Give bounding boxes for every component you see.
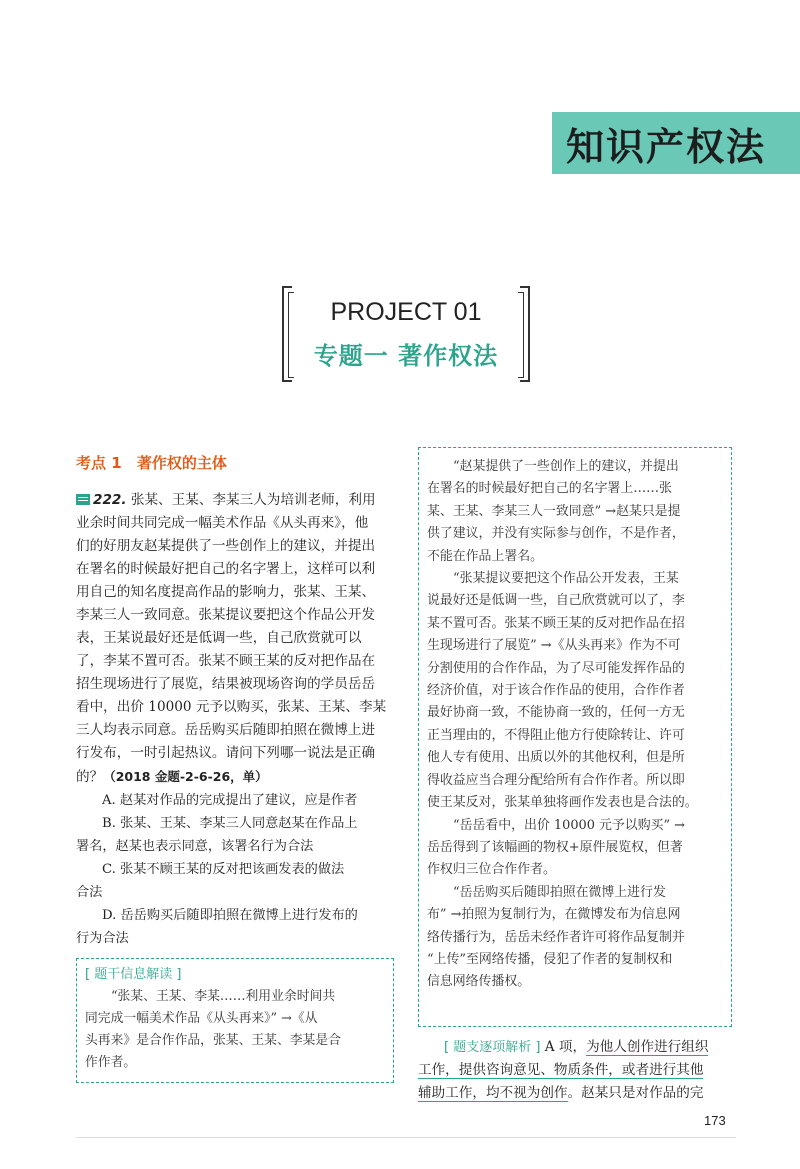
stem-info-line: 作作者。 [85,1055,137,1070]
analysis-key-text: 为他人创作进行组织 [586,1039,709,1055]
explanation-line: 最好协商一致，不能协商一致的，任何一方无 [427,705,685,721]
explanation-line: 某、王某、李某三人一致同意” →赵某只是提 [427,503,681,519]
option-a: A. 赵某对作品的完成提出了建议，应是作者 [102,793,358,808]
question-list-icon [76,494,90,505]
explanation-line: 不能在作品上署名。 [427,548,544,564]
explanation-line: 信息网络传播权。 [427,974,531,990]
explanation-line: “上传”至网络传播，侵犯了作者的复制权和 [427,951,673,967]
explanation-line: 某不置可否。张某不顾王某的反对把作品在招 [427,615,685,631]
explanation-line: 正当理由的，不得阻止他方行使除转让、许可 [427,727,685,743]
question-line: 招生现场进行了展览，结果被现场咨询的学员岳岳 [76,676,376,692]
explanation-line: 供了建议，并没有实际参与创作，不是作者， [427,526,685,542]
question-line: 业余时间共同完成一幅美术作品《从头再来》，他 [76,515,369,531]
stem-info-box [76,958,394,1083]
question-text: 张某、王某、李某三人为培训老师，利用 [126,492,376,508]
analysis-text: 。赵某只是对作品的完 [567,1085,704,1101]
analysis-tag: [ 题支逐项解析 ] [444,1040,541,1055]
explanation-line: 得收益应当合理分配给所有合作作者。所以即 [427,772,685,788]
question-source: （2018 金题-2-6-26，单） [103,769,268,784]
kaodian-number: 考点 1 [76,454,122,472]
question-text: 的？ [76,769,104,785]
option-d: D. 岳岳购买后随即拍照在微博上进行发布的 [102,908,358,923]
explanation-line: 经济价值，对于该合作作品的使用，合作作者 [427,683,685,699]
analysis-line [418,1036,734,1059]
stem-info-line: 头再来》是合作作品，张某、王某、李某是合 [85,1033,341,1048]
project-code: PROJECT 01 [330,298,482,326]
explanation-line: “岳岳看中，出价 10000 元予以购买” → [453,817,685,833]
question-block [76,489,394,950]
option-b: B. 张某、王某、李某三人同意赵某在作品上 [102,816,358,831]
question-line: 了，李某不置可否。张某不顾王某的反对把作品在 [76,653,376,669]
explanation-line: “岳岳购买后随即拍照在微博上进行发 [453,884,666,900]
explanation-line: 他人专有使用、出质以外的其他权利，但是所 [427,750,685,766]
footer-rule [76,1137,736,1138]
section-title: 知识产权法 [566,124,767,169]
stem-info-line: “张某、王某、李某……利用业余时间共 [111,989,336,1004]
question-line: 在署名的时候最好把自己的名字署上，这样可以利 [76,561,376,577]
option-analysis [418,1036,734,1105]
stem-info-tag: [ 题干信息解读 ] [85,967,182,982]
option-c-cont: 合法 [76,885,103,900]
explanation-line: 在署名的时候最好把自己的名字署上……张 [427,481,672,497]
page-number: 173 [704,1113,726,1128]
question-line [76,489,394,512]
question-line [76,765,394,789]
analysis-line [418,1082,734,1105]
analysis-key-text: 工作，提供咨询意见、物质条件，或者进行其他 [418,1062,704,1078]
left-column [76,452,394,1083]
kaodian-heading [76,452,394,473]
kaodian-title: 著作权的主体 [136,454,227,472]
option-b-cont: 署名，赵某也表示同意，该署名行为合法 [76,839,314,854]
analysis-line [418,1059,734,1082]
explanation-line: 使王某反对，张某单独将画作发表也是合法的。 [427,795,698,811]
analysis-text: A 项， [540,1039,587,1055]
explanation-line: “张某提议要把这个作品公开发表，王某 [453,571,679,587]
project-title: 专题一 著作权法 [313,342,499,370]
question-line: 表，王某说最好还是低调一些，自己欣赏就可以 [76,630,362,646]
explanation-line: 作权归三位合作作者。 [427,862,556,878]
question-number: 222. [93,492,127,508]
question-line: 三人均表示同意。岳岳购买后随即拍照在微博上进 [76,722,376,738]
explanation-line: “赵某提供了一些创作上的建议，并提出 [453,459,679,474]
explanation-line: 分割使用的合作作品，为了尽可能发挥作品的 [427,660,685,676]
question-line: 用自己的知名度提高作品的影响力，张某、王某、 [76,584,376,600]
explanation-line: 络传播行为，岳岳未经作者许可将作品复制并 [427,929,685,945]
question-line: 李某三人一致同意。张某提议要把这个作品公开发 [76,607,376,623]
explanation-line: 岳岳得到了该幅画的物权+原件展览权，但著 [427,839,683,855]
section-banner [552,112,800,174]
explanation-line: 布” →拍照为复制行为，在微博发布为信息网 [427,907,681,923]
explanation-box [418,447,732,1027]
analysis-key-text: 辅助工作，均不视为创作 [418,1085,568,1101]
option-d-cont: 行为合法 [76,931,129,946]
stem-info-line: 同完成一幅美术作品《从头再来》” →《从 [85,1011,318,1026]
option-c: C. 张某不顾王某的反对把该画发表的做法 [102,862,345,877]
explanation-line: 说最好还是低调一些，自己欣赏就可以了，李 [427,593,685,609]
explanation-line: 生现场进行了展览” →《从头再来》作为不可 [427,638,681,654]
project-frame [282,286,530,382]
question-line: 行发布，一时引起热议。请问下列哪一说法是正确 [76,745,376,761]
question-line: 们的好朋友赵某提供了一些创作上的建议，并提出 [76,538,376,554]
question-line: 看中，出价 10000 元予以购买，张某、王某、李某 [76,699,387,715]
